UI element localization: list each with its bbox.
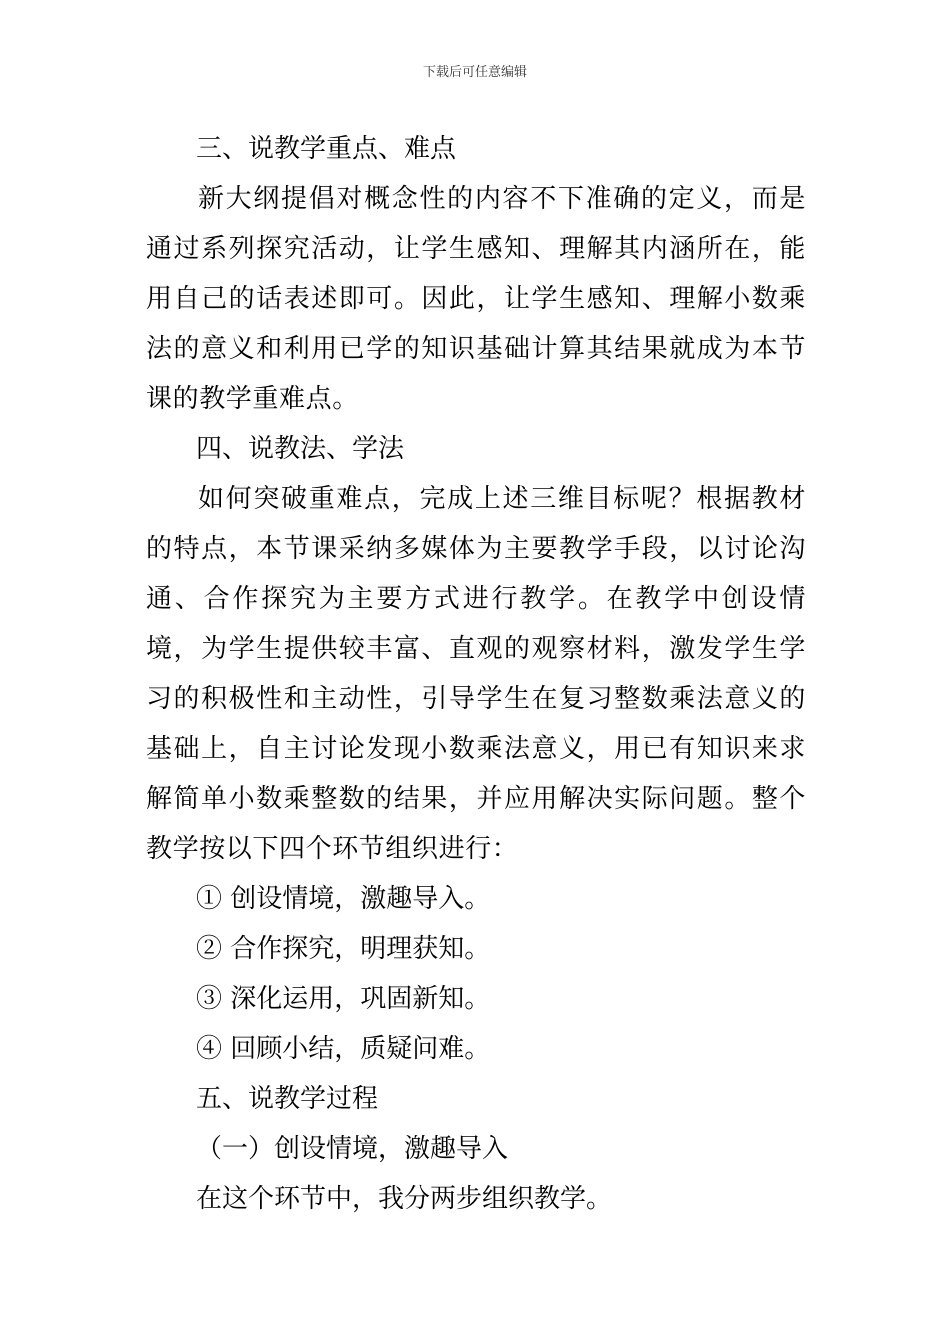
step-item-3: ③ 深化运用，巩固新知。 [196,984,491,1014]
paragraph-teaching-methods: 如何突破重难点，完成上述三维目标呢？根据教材的特点，本节课采纳多媒体为主要教学手段，以讨论沟通、合作探究为主要方式进行教学。在教学中创设情境，为学生提供较丰富、直观的观察材料，激发学生学习的积极性和主动性，引导学生在复习整数乘法意义的基础上，自主讨论发现小数乘法意义，用已有知识来求解简单小数乘整数的结果，并应用解决实际问题。整个教学按以下四个环节组织进行： [146,484,806,864]
document-body [146,124,806,1224]
step-item-1: ① 创设情境，激趣导入。 [196,884,491,914]
section-heading-teaching-methods: 四、说教法、学法 [196,434,405,464]
step-item-4: ④ 回顾小结，质疑问难。 [196,1034,491,1064]
subsection-heading-situation: （一）创设情境，激趣导入 [196,1134,509,1164]
paragraph-key-points: 新大纲提倡对概念性的内容不下准确的定义，而是通过系列探究活动，让学生感知、理解其内涵所在，能用自己的话表述即可。因此，让学生感知、理解小数乘法的意义和利用已学的知识基础计算其结果就成为本节课的教学重难点。 [146,184,806,414]
section-heading-teaching-process: 五、说教学过程 [196,1084,379,1114]
section-heading-key-points: 三、说教学重点、难点 [196,134,457,164]
step-item-2: ② 合作探究，明理获知。 [196,934,491,964]
page-header: 下载后可任意编辑 [422,65,527,80]
paragraph-two-steps: 在这个环节中，我分两步组织教学。 [196,1184,613,1214]
